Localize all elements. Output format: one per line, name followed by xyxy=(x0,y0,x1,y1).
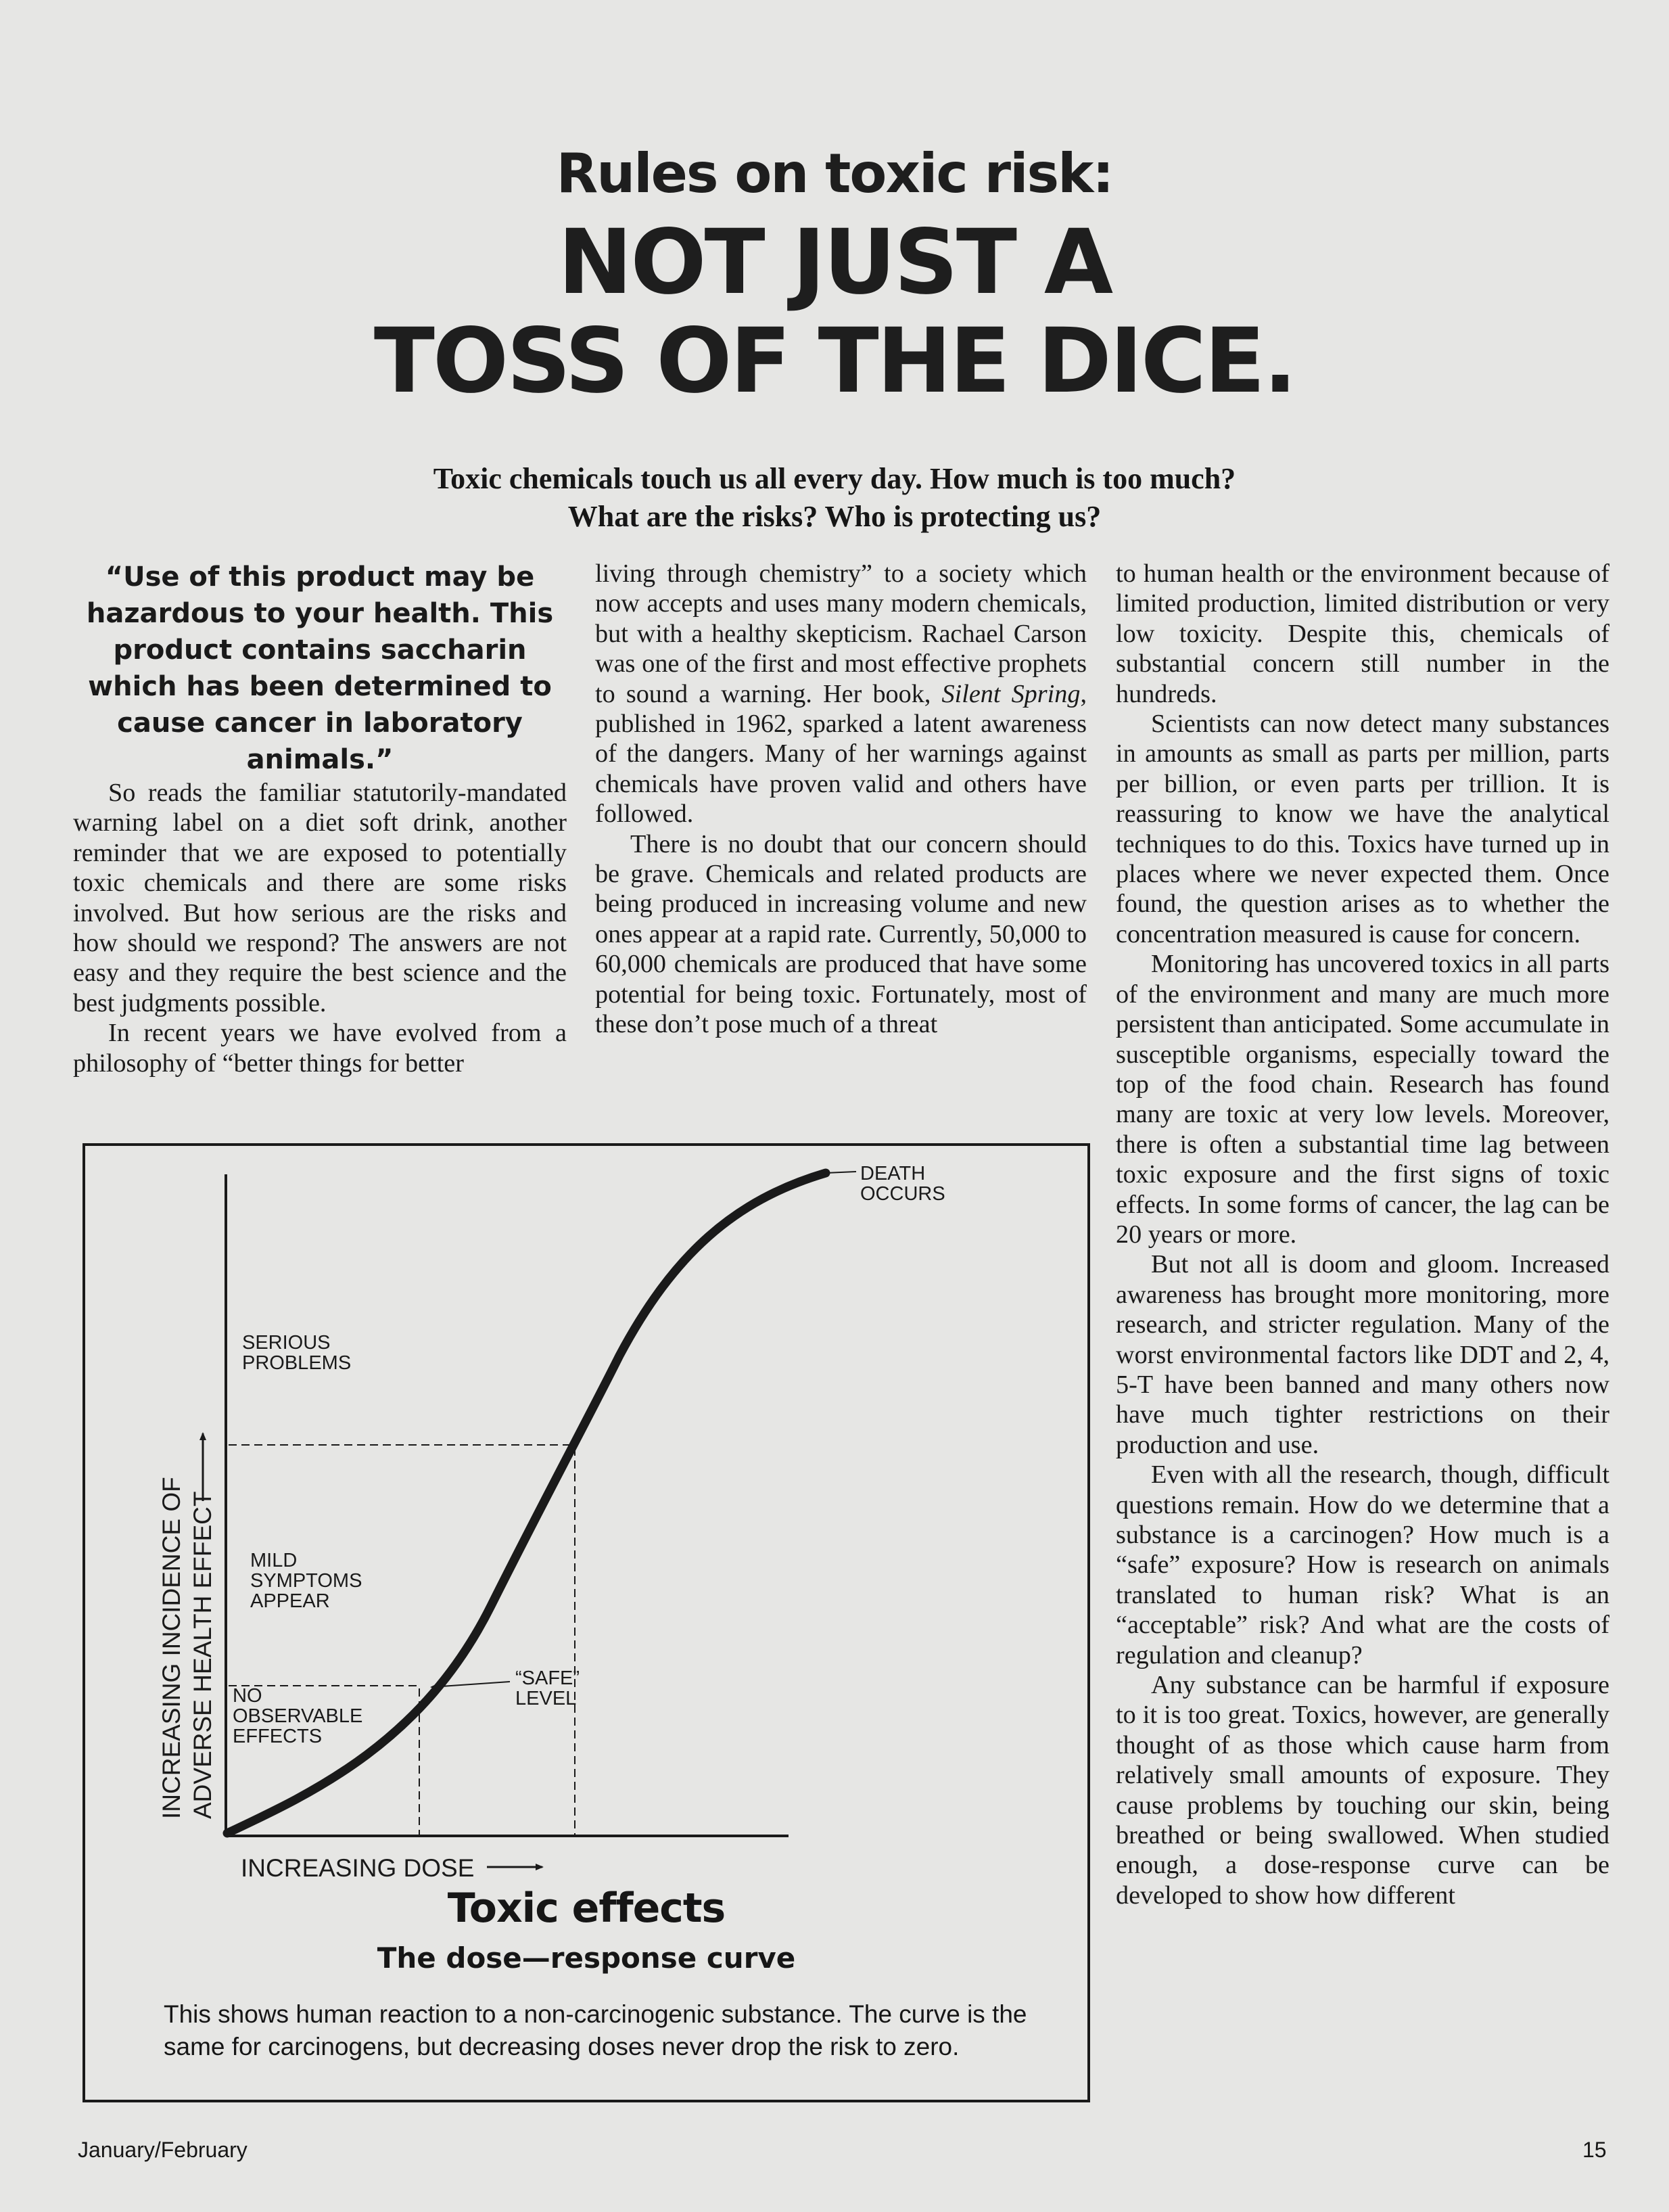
paragraph: Scientists can now detect many substances in amounts as small as parts per million, parts per billion, or even parts per trillion. It is reassuring to know we have the analytical techniques to do this. Toxics have turned up in places where we never expected them. Once found, the question arises as to whether the concentration measured is cause for concern. xyxy=(1116,710,1609,948)
label-serious-line-1: SERIOUS xyxy=(242,1332,331,1354)
deck xyxy=(0,460,1669,536)
paragraph: There is no doubt that our concern should be grave. Chemicals and related products are being produced in increasing volume and new ones appear at a rapid rate. Currently, 50,000 to 60,000 chemicals are produced that have some potential for being toxic. Fortunately, most of these don’t pose much of a threat xyxy=(595,829,1087,1039)
label-death-line-1: DEATH xyxy=(860,1163,926,1184)
figure-caption: This shows human reaction to a non-carcinogenic substance. The curve is the same for carcinogens, but decreasing doses never drop the risk to zero. xyxy=(164,2000,1027,2060)
label-no-effect-line-3: EFFECTS xyxy=(233,1726,323,1747)
pull-quote: “Use of this product may be hazardous to your health. This product contains saccharin which has been determined to cause cancer in laboratory animals.” xyxy=(86,561,554,775)
paragraph xyxy=(595,559,1087,829)
paragraph: to human health or the environment because of limited production, limited distribution or very low toxicity. Despite this, chemicals of substantial concern still number in the hundreds. xyxy=(1116,559,1609,708)
label-no-effect-line-1: NO xyxy=(233,1685,262,1707)
paragraph: Monitoring has uncovered toxics in all parts of the environment and many are much more persistent than anticipated. Some accumulate in susceptible organisms, especially toward the top of the food chain. Research has found many are toxic at very low levels. Moreover, there is often a substantial time lag between toxic exposure and the first signs of toxic effects. In some forms of cancer, the lag can be 20 years or more. xyxy=(1116,950,1609,1249)
y-axis-title-line-1: INCREASING INCIDENCE OF xyxy=(158,1477,185,1819)
deck-line-2: What are the risks? Who is protecting us? xyxy=(567,500,1102,533)
paragraph: In recent years we have evolved from a philosophy of “better things for better xyxy=(73,1019,567,1078)
kicker: Rules on toxic risk: xyxy=(556,142,1113,205)
label-no-effect-line-2: OBSERVABLE xyxy=(233,1705,363,1727)
label-serious-line-2: PROBLEMS xyxy=(242,1352,352,1374)
label-mild-line-2: SYMPTOMS xyxy=(250,1570,362,1592)
paragraph: Even with all the research, though, difficult questions remain. How do we determine that a substance is a carcinogen? How much is a “safe” exposure? How is research on animals translated to human risk? What is an “acceptable” risk? And what are the costs of regulation and cleanup? xyxy=(1116,1460,1609,1669)
issue-date: January/February xyxy=(78,2138,248,2162)
y-axis-title-line-2: ADVERSE HEALTH EFFECT xyxy=(189,1491,216,1819)
page-number: 15 xyxy=(1582,2138,1607,2162)
paragraph-text: living through chemistry” to a society which now accepts and uses many modern chemicals, but with a healthy skepticism. Rachael Carson was one of the first and most effective prophets to sound a warning. Her book, xyxy=(595,559,1087,708)
figure-subtitle: The dose—response curve xyxy=(377,1941,796,1975)
paragraph: Any substance can be harmful if exposure to it is too great. Toxics, however, are generally thought of as those which cause harm from relatively small amounts of exposure. They cause problems by touching our skin, being breathed or being swallowed. When studied enough, a dose-response curve can be developed to show how different xyxy=(1116,1671,1609,1910)
figure-title: Toxic effects xyxy=(447,1885,726,1932)
x-axis-title: INCREASING DOSE xyxy=(241,1854,475,1882)
y-axis-title xyxy=(158,1433,216,1819)
death-leader-line xyxy=(826,1172,856,1173)
paragraph-text: , published in 1962, sparked a latent awareness of the dangers. Many of her warnings against chemicals have proven valid and others have followed. xyxy=(595,679,1087,829)
headline xyxy=(0,210,1669,413)
dose-response-figure xyxy=(83,1143,1090,2102)
label-death-line-2: OCCURS xyxy=(860,1183,945,1205)
label-mild-line-3: APPEAR xyxy=(250,1590,330,1612)
label-safe-line-1: “SAFE” xyxy=(515,1667,580,1689)
paragraph: So reads the familiar statutorily-mandated warning label on a diet soft drink, another reminder that we are exposed to potentially toxic chemicals and there are some risks involved. But how serious are the risks and how should we respond? The answers are not easy and they require the best science and the best judgments possible. xyxy=(73,779,567,1017)
headline-line-2: TOSS OF THE DICE. xyxy=(373,309,1296,413)
article-column-1 xyxy=(73,559,567,1078)
label-safe-line-2: LEVEL xyxy=(515,1688,577,1709)
book-title: Silent Spring xyxy=(941,679,1081,708)
deck-line-1: Toxic chemicals touch us all every day. How much is too much? xyxy=(433,462,1236,495)
article-column-3 xyxy=(1116,559,1609,1910)
headline-line-1: NOT JUST A xyxy=(557,210,1112,315)
article-column-2 xyxy=(595,559,1087,1040)
label-mild-line-1: MILD xyxy=(250,1550,298,1571)
paragraph: But not all is doom and gloom. Increased awareness has brought more monitoring, more research, and stricter regulation. Many of the worst environmental factors like DDT and 2, 4, 5-T have been banned and many others now have much tighter restrictions on their production and use. xyxy=(1116,1250,1609,1459)
